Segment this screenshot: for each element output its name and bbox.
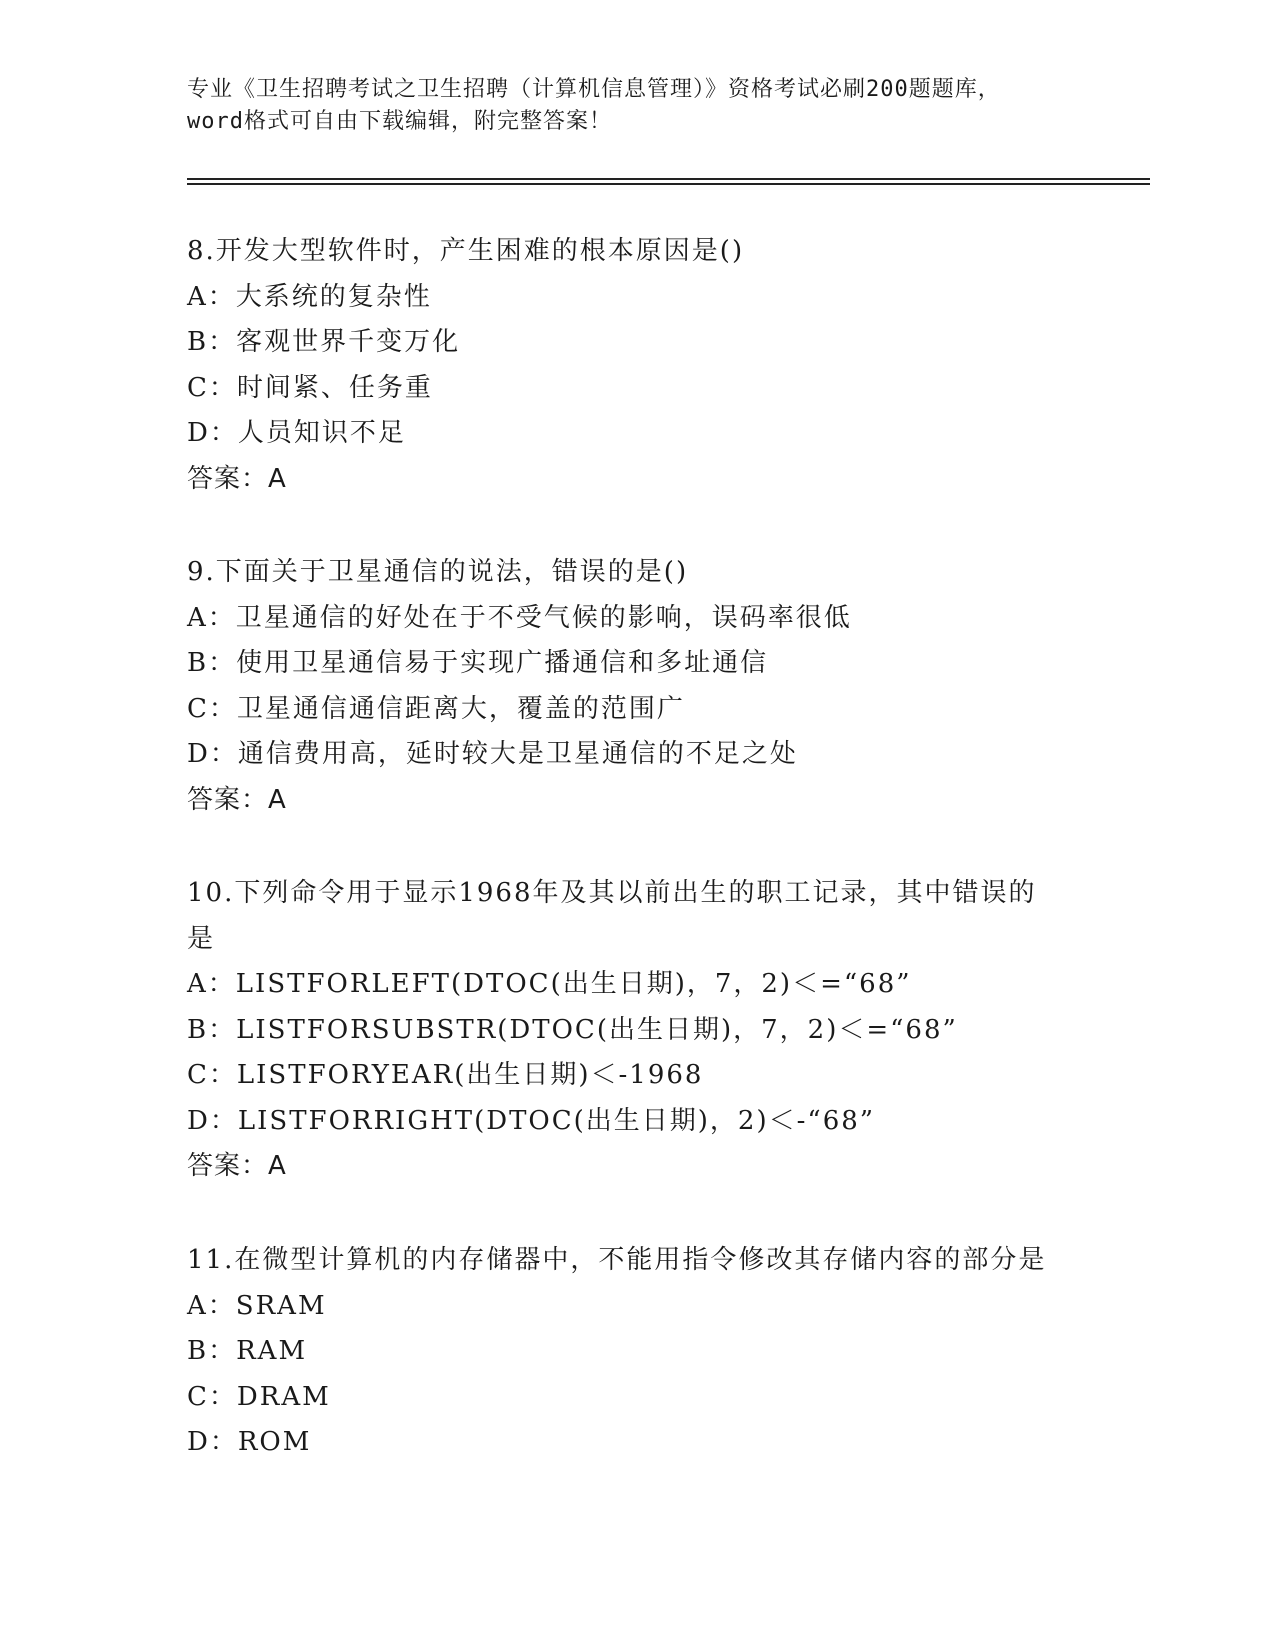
question-11 [187, 1238, 1087, 1466]
option-c: C：时间紧、任务重 [187, 372, 433, 403]
option-b: B：客观世界千变万化 [187, 327, 461, 357]
option-a: A：卫星通信的好处在于不受气候的影响，误码率很低 [187, 602, 852, 633]
option-b: B：LISTFORSUBSTR(DTOC(出生日期)，7，2)＜=“68” [187, 1014, 958, 1045]
question-10 [187, 871, 1087, 1190]
option-d: D：LISTFORRIGHT(DTOC(出生日期)，2)＜-“68” [187, 1105, 876, 1136]
answer-label: 答案：A [187, 463, 287, 494]
question-stem-line-2: 是 [187, 923, 216, 954]
answer-label: 答案：A [187, 784, 287, 815]
question-stem: 11.在微型计算机的内存储器中，不能用指令修改其存储内容的部分是 [187, 1245, 1047, 1275]
option-c: C：卫星通信通信距离大，覆盖的范围广 [187, 693, 685, 724]
option-a: A：大系统的复杂性 [187, 281, 432, 312]
option-d: D：通信费用高，延时较大是卫星通信的不足之处 [187, 739, 798, 769]
header-line-2: word格式可自由下载编辑，附完整答案！ [187, 109, 612, 134]
header-line-1: 专业《卫生招聘考试之卫生招聘（计算机信息管理）》资格考试必刷200题题库， [187, 77, 1001, 102]
option-c: C：LISTFORYEAR(出生日期)＜-1968 [187, 1060, 704, 1090]
question-stem: 8.开发大型软件时，产生困难的根本原因是() [187, 236, 745, 266]
question-stem-line-1: 10.下列命令用于显示1968年及其以前出生的职工记录，其中错误的 [187, 878, 1037, 908]
option-b: B：RAM [187, 1336, 308, 1366]
option-b: B：使用卫星通信易于实现广播通信和多址通信 [187, 648, 769, 678]
answer-label: 答案：A [187, 1151, 287, 1181]
document-header [187, 74, 1147, 138]
question-stem: 9.下面关于卫星通信的说法，错误的是() [187, 557, 689, 587]
option-a: A：SRAM [187, 1290, 327, 1321]
option-d: D：人员知识不足 [187, 418, 406, 448]
question-8 [187, 229, 1087, 502]
question-9 [187, 550, 1087, 823]
option-a: A：LISTFORLEFT(DTOC(出生日期)，7，2)＜=“68” [187, 969, 912, 999]
header-rule-bottom [187, 183, 1150, 185]
option-d: D：ROM [187, 1427, 312, 1457]
option-c: C：DRAM [187, 1381, 331, 1412]
header-rule-top [187, 178, 1150, 180]
